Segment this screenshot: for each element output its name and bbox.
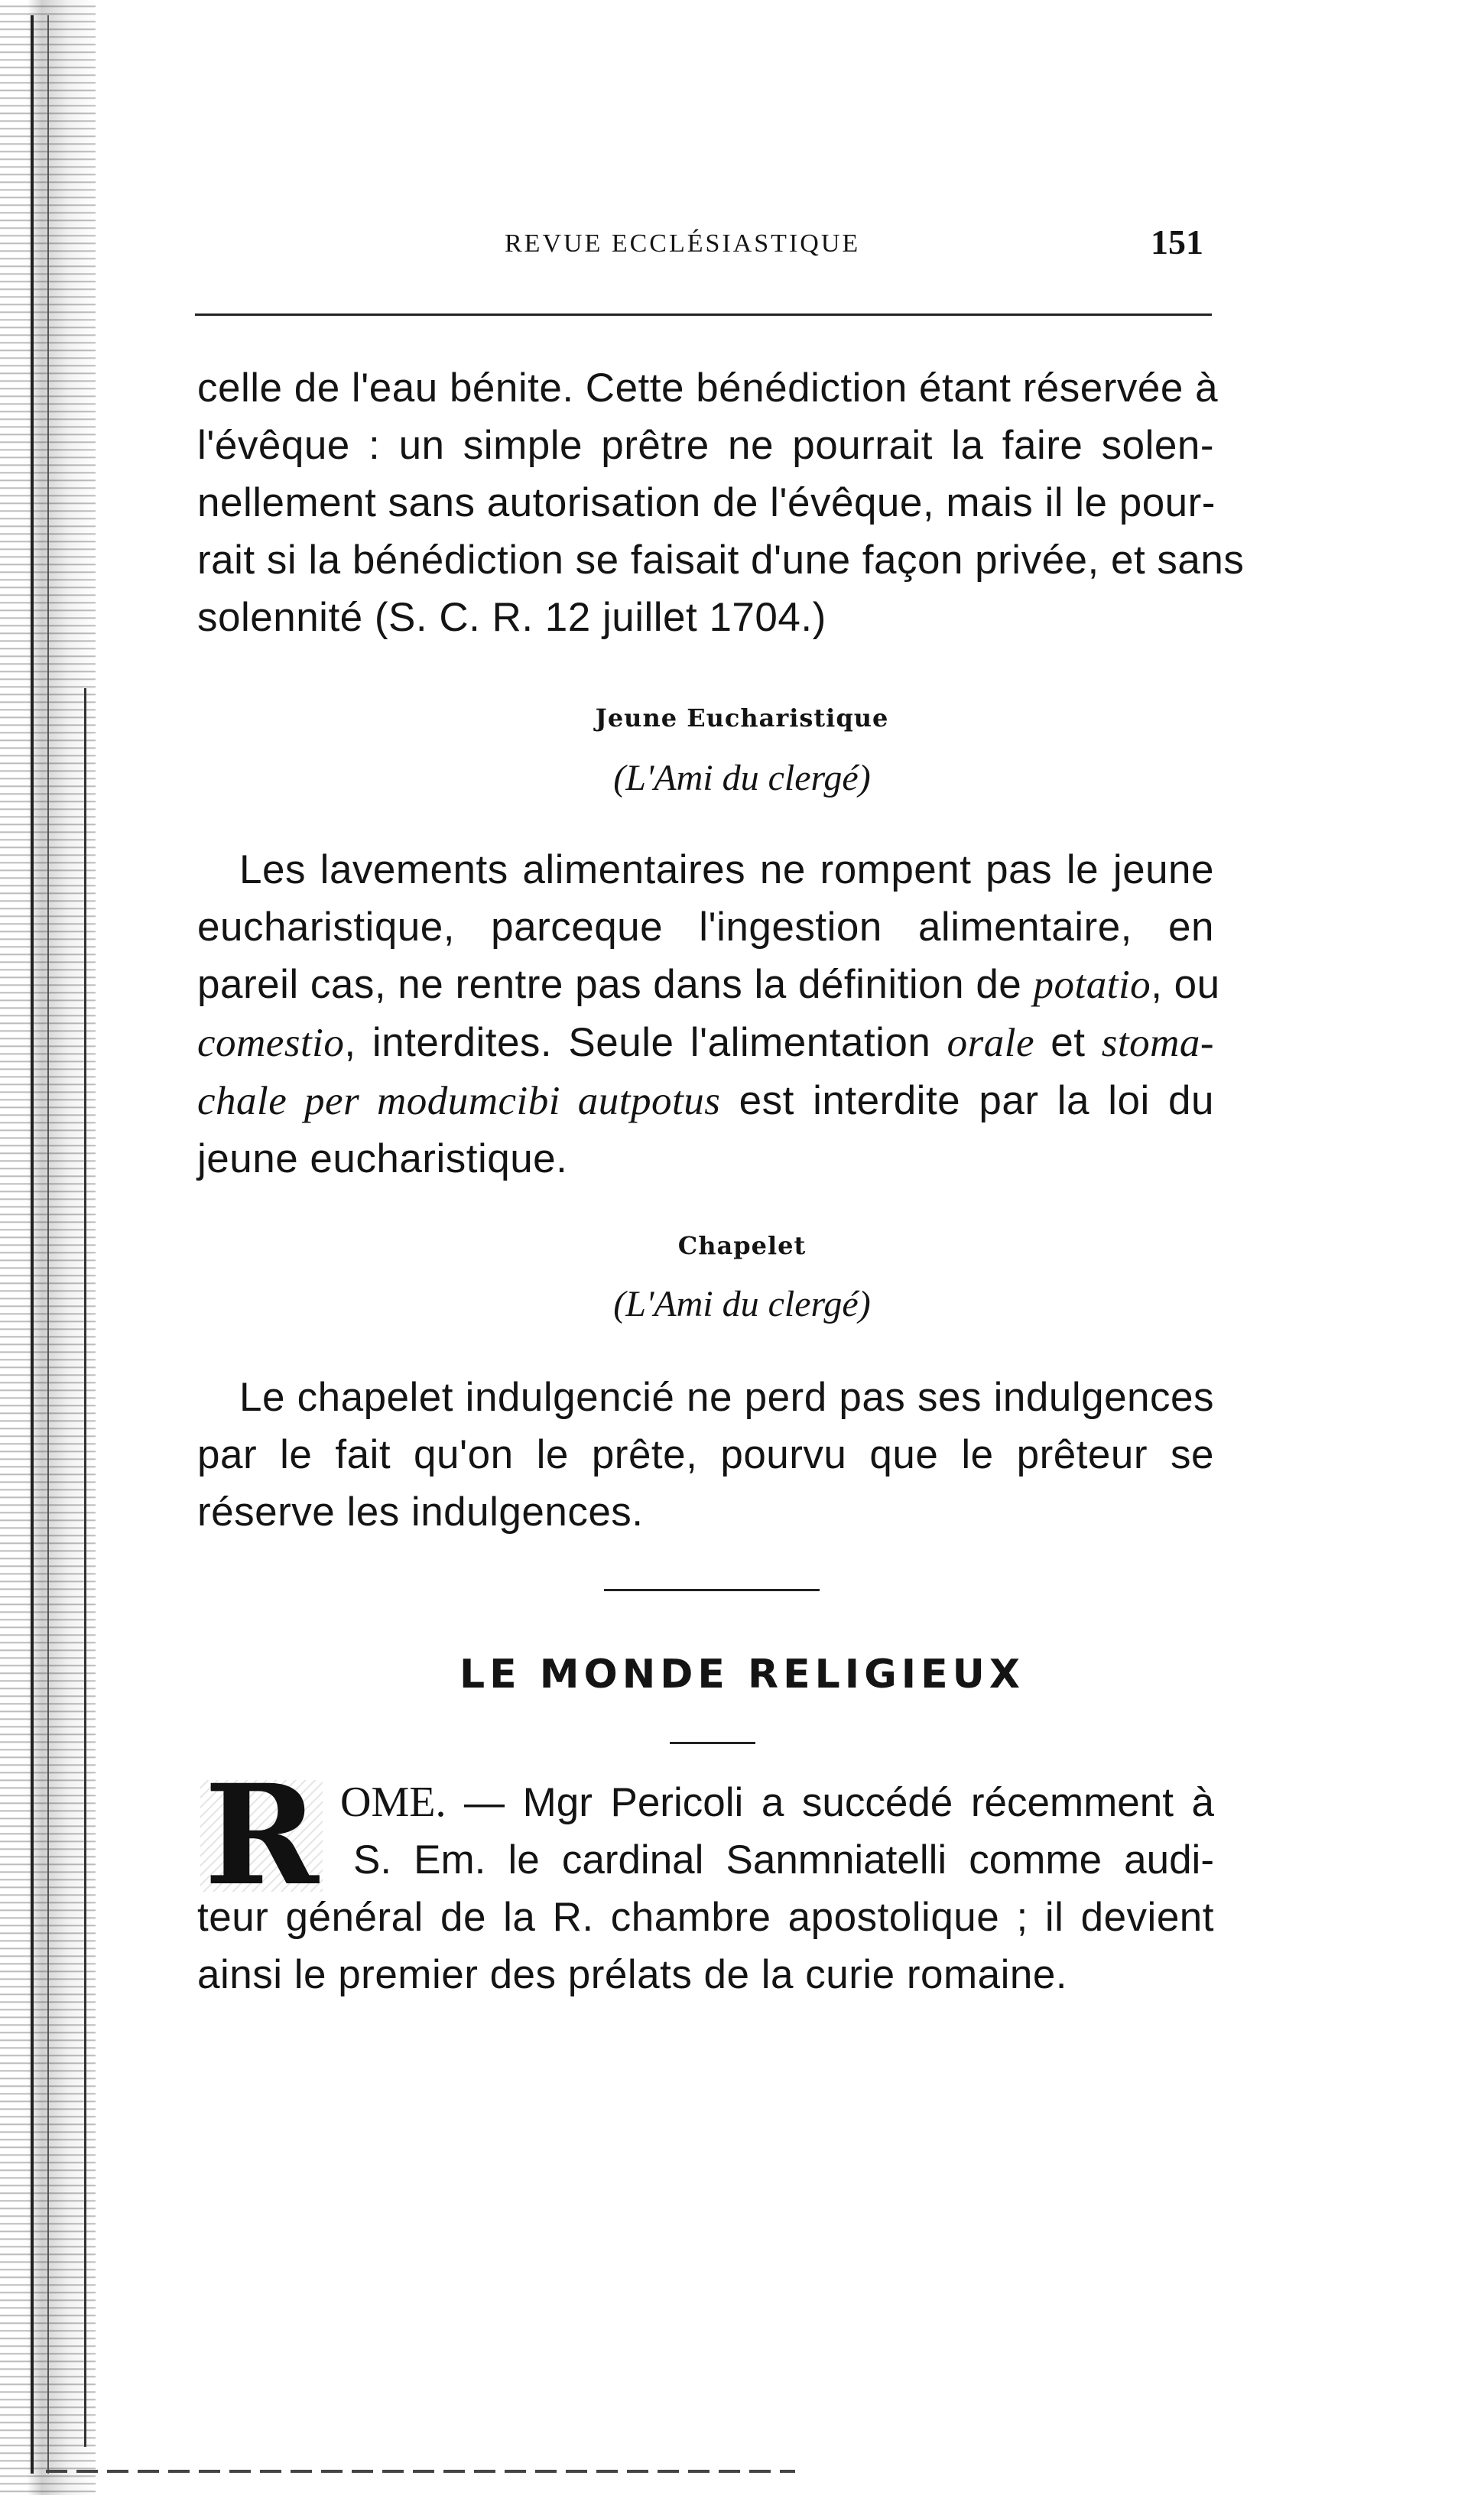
latin-term: comestio: [197, 1021, 345, 1065]
paragraph-line: ainsi le premier des prélats de la curie romaine.: [197, 1952, 1068, 1997]
text-run: pareil cas, ne rentre pas dans la définition de: [197, 962, 1034, 1007]
section-divider-rule: [604, 1589, 820, 1591]
scan-bottom-edge: [46, 2470, 795, 2473]
paragraph-line: Les lavements alimentaires ne rompent pas le jeune: [239, 847, 1214, 892]
latin-term: stoma-: [1101, 1021, 1214, 1065]
binding-shadow-line: [84, 688, 86, 2447]
page-number: 151: [1151, 223, 1203, 262]
paragraph-line: rait si la bénédiction se faisait d'une façon privée, et sans: [197, 538, 1245, 583]
latin-term: potatio: [1033, 963, 1151, 1007]
paragraph-line: eucharistique, parceque l'ingestion alimentaire, en: [197, 905, 1214, 950]
ornamental-drop-cap: R: [200, 1780, 323, 1892]
paragraph-line: solennité (S. C. R. 12 juillet 1704.): [197, 595, 826, 640]
monde-religieux-heading: LE MONDE RELIGIEUX: [459, 1652, 1025, 1697]
paragraph-line: [197, 1014, 1214, 1072]
running-title: REVUE ECCLÉSIASTIQUE: [505, 229, 861, 258]
section-source-jeune: (L'Ami du clergé): [613, 758, 871, 798]
section-source-chapelet: (L'Ami du clergé): [613, 1284, 871, 1324]
paragraph-line: l'évêque : un simple prêtre ne pourrait la faire solen-: [197, 423, 1214, 468]
jeune-paragraph: [197, 841, 1220, 1187]
paragraph-line: nellement sans autorisation de l'évêque, mais il le pour-: [197, 480, 1216, 525]
latin-term: chale per modumcibi autpotus: [197, 1079, 721, 1123]
paragraph-line: [340, 1774, 1214, 1831]
heading-underline-rule: [670, 1742, 755, 1744]
text-run: — Mgr Pericoli a succédé récemment à: [446, 1780, 1214, 1825]
paragraph-line: S. Em. le cardinal Sanmniatelli comme audi-: [353, 1837, 1214, 1883]
paragraph-line: jeune eucharistique.: [197, 1136, 568, 1181]
paragraph-line: par le fait qu'on le prête, pourvu que le prêteur se: [197, 1432, 1214, 1477]
text-run: , ou: [1151, 962, 1220, 1007]
paragraph-line: [197, 956, 1220, 1014]
section-title-jeune: Jeune Eucharistique: [595, 703, 889, 733]
header-rule: [195, 313, 1212, 316]
latin-term: orale: [947, 1021, 1035, 1065]
rome-paragraph: [197, 1889, 1214, 2003]
paragraph-line: teur général de la R. chambre apostolique ; il devient: [197, 1895, 1214, 1940]
paragraph-line: celle de l'eau bénite. Cette bénédiction étant réservée à: [197, 365, 1219, 411]
intro-paragraph: [197, 359, 1245, 646]
chapelet-paragraph: [197, 1369, 1214, 1541]
paragraph-line: [197, 1072, 1214, 1130]
rome-lead: OME.: [340, 1779, 446, 1826]
text-run: , interdites. Seule l'alimentation: [344, 1020, 947, 1065]
text-run: et: [1034, 1020, 1102, 1065]
section-title-chapelet: Chapelet: [677, 1231, 807, 1260]
text-run: est interdite par la loi du: [720, 1078, 1214, 1123]
paragraph-line: réserve les indulgences.: [197, 1490, 644, 1535]
paragraph-line: Le chapelet indulgencié ne perd pas ses indulgences: [239, 1375, 1214, 1420]
